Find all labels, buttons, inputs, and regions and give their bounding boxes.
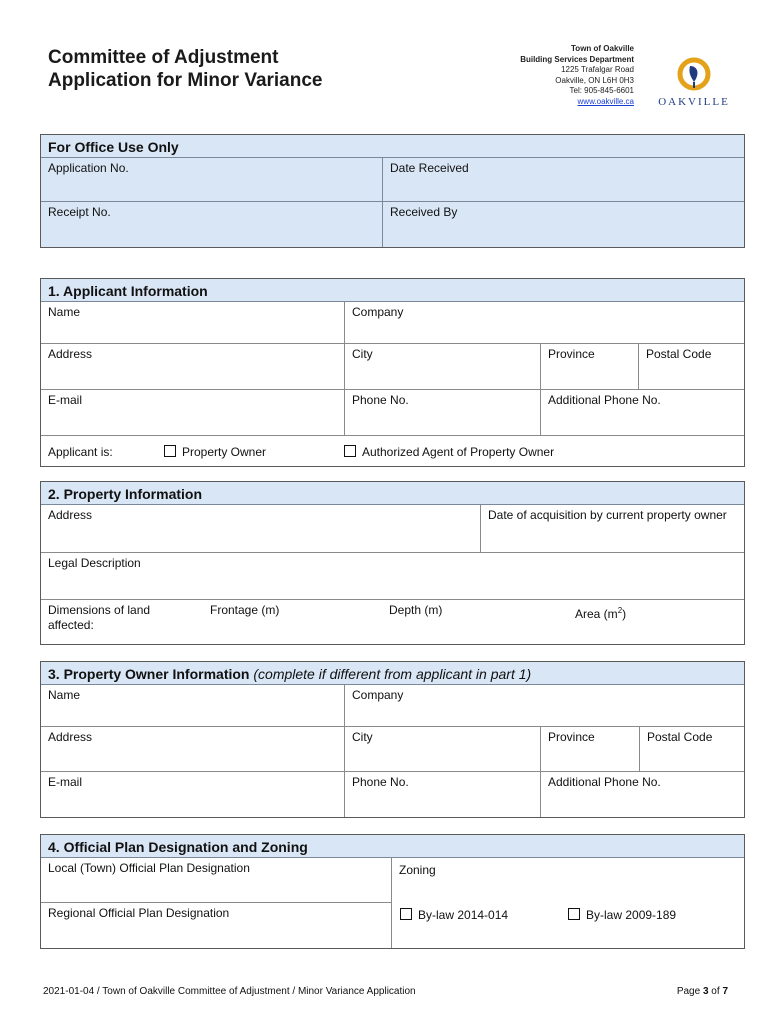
frontage-field[interactable] [203,600,381,644]
property-row-address [41,505,744,553]
email-label: E-mail [48,393,83,407]
owner-heading-note: (complete if different from applicant in part 1) [253,666,532,682]
application-no-label: Application No. [48,161,129,175]
applicant-province-field[interactable] [540,344,638,389]
dimensions-label-line2: affected: [48,618,94,632]
date-received-field[interactable] [382,158,744,201]
receipt-no-label: Receipt No. [48,205,111,219]
property-owner-option[interactable] [164,445,266,459]
property-section [40,481,745,645]
regional-plan-field[interactable] [41,903,391,948]
owner-address-label: Address [48,730,93,744]
applicant-row-address [41,344,744,390]
applicant-email-field[interactable] [41,390,344,435]
legal-description-field[interactable] [41,553,744,599]
owner-postal-label: Postal Code [647,730,713,744]
owner-email-label: E-mail [48,775,83,789]
city-label: City [352,347,373,361]
name-label: Name [48,305,81,319]
dimensions-label-cell [41,600,201,644]
applicant-row-type [41,436,744,466]
regional-plan-label: Regional Official Plan Designation [48,906,230,920]
plan-heading: 4. Official Plan Designation and Zoning [41,835,744,858]
address-label: Address [48,347,93,361]
authorized-agent-option[interactable] [344,445,554,459]
property-owner-checkbox[interactable] [164,445,176,457]
company-label: Company [352,305,404,319]
zoning-column [391,858,744,948]
owner-email-field[interactable] [41,772,344,817]
contact-block [520,44,634,107]
phone-label: Phone No. [352,393,409,407]
office-row-1 [41,158,744,202]
application-no-field[interactable] [41,158,382,201]
office-use-section [40,134,745,248]
owner-name-field[interactable] [41,685,344,726]
applicant-is-label: Applicant is: [48,445,113,459]
province-label: Province [548,347,595,361]
depth-label: Depth (m) [389,603,443,617]
applicant-section [40,278,745,467]
applicant-heading: 1. Applicant Information [41,279,744,302]
depth-field[interactable] [382,600,572,644]
date-acquisition-field[interactable] [480,505,744,552]
postal-code-label: Postal Code [646,347,712,361]
footer-text: 2021-01-04 / Town of Oakville Committee of Adjustment / Minor Variance Application [43,986,416,997]
authorized-agent-label: Authorized Agent of Property Owner [362,445,555,459]
authorized-agent-checkbox[interactable] [344,445,356,457]
property-address-label: Address [48,508,93,522]
owner-heading [41,662,744,685]
owner-company-label: Company [352,688,404,702]
applicant-city-field[interactable] [344,344,540,389]
local-plan-field[interactable] [41,858,391,903]
city-address: Oakville, ON L6H 0H3 [555,75,634,85]
office-row-2 [41,202,744,247]
dept-name: Building Services Department [520,54,634,64]
owner-city-label: City [352,730,373,744]
bylaw-2014-checkbox[interactable] [400,908,412,920]
applicant-add-phone-field[interactable] [540,390,744,435]
receipt-no-field[interactable] [41,202,382,247]
received-by-field[interactable] [382,202,744,247]
area-label: Area $(m^2)$ [575,606,627,621]
applicant-row-contact [41,390,744,436]
owner-section [40,661,745,818]
property-owner-label: Property Owner [182,445,267,459]
document-title [48,46,323,92]
org-name: Town of Oakville [571,44,634,53]
zoning-label: Zoning [399,863,436,877]
frontage-label: Frontage (m) [210,603,280,617]
bylaw-2009-option[interactable] [568,908,676,922]
legal-description-label: Legal Description [48,556,141,570]
owner-address-field[interactable] [41,727,344,771]
owner-province-field[interactable] [540,727,639,771]
owner-phone-field[interactable] [344,772,540,817]
owner-phone-label: Phone No. [352,775,409,789]
date-acquisition-label: Date of acquisition by current property owner [488,508,727,522]
telephone: Tel: 905-845-6601 [569,86,634,95]
owner-province-label: Province [548,730,595,744]
logo-wordmark: OAKVILLE [658,96,730,108]
applicant-company-field[interactable] [344,302,744,343]
applicant-row-name [41,302,744,344]
bylaw-2014-option[interactable] [400,908,508,922]
owner-row-contact [41,772,744,817]
plan-section [40,834,745,949]
date-received-label: Date Received [390,161,469,175]
page-number: Page 3 of 7 [676,986,728,997]
area-field[interactable] [568,600,744,644]
dimensions-label-line1: Dimensions of land [48,603,151,617]
local-plan-label: Local (Town) Official Plan Designation [48,861,250,875]
owner-add-phone-label: Additional Phone No. [548,775,661,789]
applicant-postal-field[interactable] [638,344,744,389]
title-line-1: Committee of Adjustment [48,47,279,68]
bylaw-2009-label: By-law 2009-189 [586,908,677,922]
additional-phone-label: Additional Phone No. [548,393,661,407]
owner-company-field[interactable] [344,685,744,726]
property-row-dimensions [41,600,744,644]
owner-name-label: Name [48,688,81,702]
owner-postal-field[interactable] [639,727,744,771]
owner-city-field[interactable] [344,727,540,771]
applicant-address-field[interactable] [41,344,344,389]
owner-row-name [41,685,744,727]
property-address-field[interactable] [41,505,480,552]
applicant-phone-field[interactable] [344,390,540,435]
owner-row-address [41,727,744,772]
website-link[interactable]: www.oakville.ca [577,96,634,106]
received-by-label: Received By [390,205,458,219]
owner-heading-text: 3. Property Owner Information [48,666,250,682]
street-address: 1225 Trafalgar Road [561,65,634,74]
oakville-logo [654,52,734,112]
bylaw-2009-checkbox[interactable] [568,908,580,920]
bylaw-2014-label: By-law 2014-014 [418,908,509,922]
owner-add-phone-field[interactable] [540,772,744,817]
applicant-name-field[interactable] [41,302,344,343]
property-heading: 2. Property Information [41,482,744,505]
office-use-heading: For Office Use Only [41,135,744,158]
property-row-legal [41,553,744,600]
plan-left-column [41,858,391,948]
title-line-2: Application for Minor Variance [48,70,323,91]
oak-leaf-icon [654,52,734,96]
